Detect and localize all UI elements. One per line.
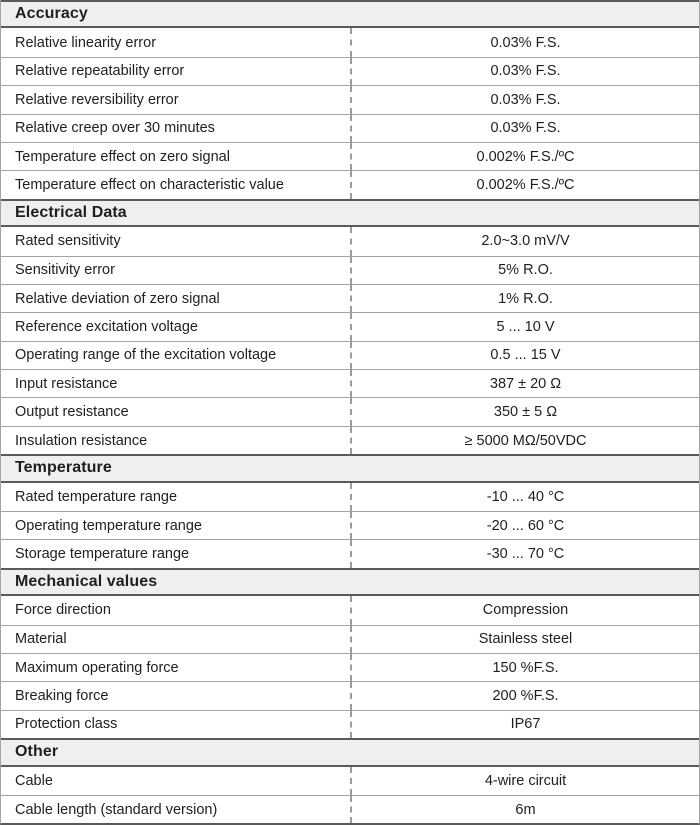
spec-value: 350 ± 5 Ω <box>350 398 699 425</box>
spec-value: 150 %F.S. <box>350 654 699 681</box>
spec-label: Reference excitation voltage <box>15 318 198 335</box>
table-row <box>1 483 699 511</box>
table-row <box>1 256 699 284</box>
spec-label: Rated temperature range <box>15 488 178 505</box>
spec-label: Material <box>15 631 67 648</box>
spec-label: Maximum operating force <box>15 659 179 676</box>
spec-value: -30 ... 70 °C <box>350 540 699 567</box>
section-header-accuracy <box>1 0 699 28</box>
spec-value: 0.03% F.S. <box>350 58 699 85</box>
table-row <box>1 710 699 738</box>
spec-value: IP67 <box>350 711 699 738</box>
spec-value: 1% R.O. <box>350 285 699 312</box>
table-row <box>1 284 699 312</box>
spec-label: Output resistance <box>15 404 129 421</box>
spec-value: -20 ... 60 °C <box>350 512 699 539</box>
spec-label: Relative creep over 30 minutes <box>15 120 215 137</box>
spec-value: 0.002% F.S./ºC <box>350 143 699 170</box>
spec-value: -10 ... 40 °C <box>350 483 699 511</box>
table-row <box>1 114 699 142</box>
spec-label: Operating temperature range <box>15 517 202 534</box>
spec-label: Storage temperature range <box>15 546 190 563</box>
table-row <box>1 85 699 113</box>
table-row <box>1 227 699 255</box>
spec-label: Rated sensitivity <box>15 233 121 250</box>
spec-value: Stainless steel <box>350 626 699 653</box>
spec-label: Relative deviation of zero signal <box>15 290 220 307</box>
section-title: Accuracy <box>15 5 88 23</box>
spec-label: Insulation resistance <box>15 432 148 449</box>
spec-value: 387 ± 20 Ω <box>350 370 699 397</box>
table-row <box>1 57 699 85</box>
table-row <box>1 341 699 369</box>
spec-value: 6m <box>350 796 699 823</box>
spec-label: Relative linearity error <box>15 34 157 51</box>
spec-label: Protection class <box>15 716 118 733</box>
section-header-other <box>1 738 699 766</box>
table-row <box>1 170 699 198</box>
spec-label: Sensitivity error <box>15 262 115 279</box>
table-row <box>1 426 699 454</box>
table-row <box>1 653 699 681</box>
spec-label: Breaking force <box>15 688 109 705</box>
section-header-electrical-data <box>1 199 699 227</box>
table-row <box>1 681 699 709</box>
section-title: Other <box>15 743 59 761</box>
spec-value: Compression <box>350 596 699 624</box>
spec-label: Input resistance <box>15 375 118 392</box>
spec-label: Relative repeatability error <box>15 63 185 80</box>
spec-label: Relative reversibility error <box>15 91 179 108</box>
spec-value: ≥ 5000 MΩ/50VDC <box>350 427 699 454</box>
spec-label: Force direction <box>15 602 111 619</box>
spec-value: 4-wire circuit <box>350 767 699 795</box>
table-row <box>1 795 699 823</box>
spec-value: 0.5 ... 15 V <box>350 342 699 369</box>
spec-label: Temperature effect on zero signal <box>15 148 230 165</box>
table-row <box>1 625 699 653</box>
section-header-mechanical-values <box>1 568 699 596</box>
table-row <box>1 511 699 539</box>
spec-label: Temperature effect on characteristic value <box>15 177 284 194</box>
section-header-temperature <box>1 454 699 482</box>
table-row <box>1 28 699 56</box>
spec-value: 5% R.O. <box>350 257 699 284</box>
section-title: Temperature <box>15 459 112 477</box>
section-title: Mechanical values <box>15 573 158 590</box>
table-row <box>1 596 699 624</box>
spec-value: 200 %F.S. <box>350 682 699 709</box>
spec-label: Cable <box>15 772 53 789</box>
table-row <box>1 767 699 795</box>
spec-value: 0.03% F.S. <box>350 86 699 113</box>
table-row <box>1 539 699 567</box>
spec-value: 0.002% F.S./ºC <box>350 171 699 198</box>
section-title: Electrical Data <box>15 203 127 221</box>
table-row <box>1 369 699 397</box>
spec-value: 2.0~3.0 mV/V <box>350 227 699 255</box>
table-row <box>1 142 699 170</box>
spec-value: 0.03% F.S. <box>350 115 699 142</box>
spec-label: Cable length (standard version) <box>15 801 218 818</box>
table-row <box>1 312 699 340</box>
table-row <box>1 397 699 425</box>
spec-value: 0.03% F.S. <box>350 28 699 56</box>
spec-value: 5 ... 10 V <box>350 313 699 340</box>
spec-label: Operating range of the excitation voltage <box>15 347 277 364</box>
